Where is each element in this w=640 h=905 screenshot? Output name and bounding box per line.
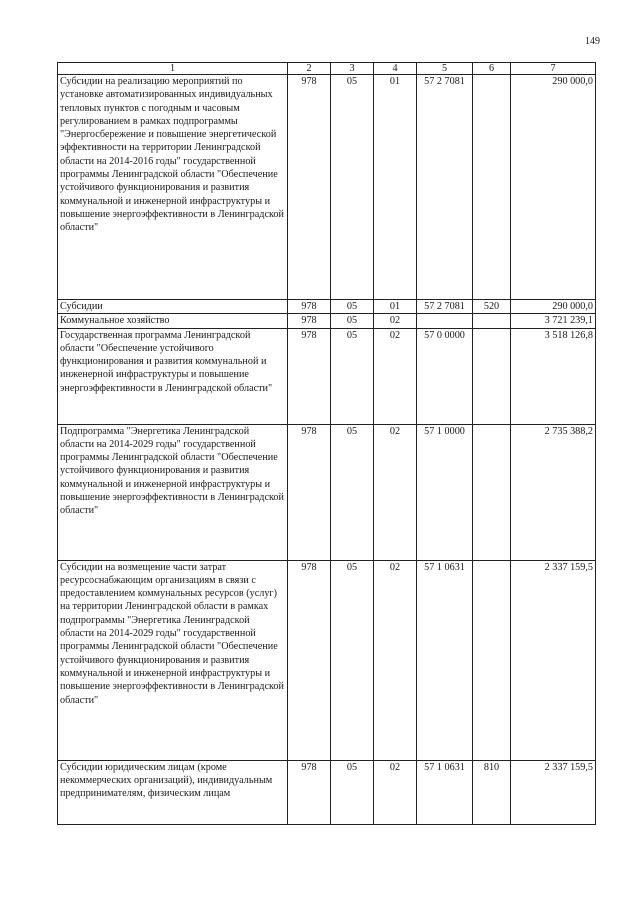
cell-subsection: 01 — [374, 75, 417, 300]
cell-section: 05 — [331, 75, 374, 300]
row-name: Государственная программа Ленинградской области "Обеспечение устойчивого функционирования и развития коммунальной и инженерной инфраструктуры и повышение энергоэффективности в Ленинградской области" — [58, 328, 288, 424]
table-row — [58, 760, 596, 824]
cell-target-article: 57 1 0631 — [417, 560, 473, 760]
cell-ministry: 978 — [288, 300, 331, 314]
cell-section: 05 — [331, 314, 374, 328]
table-row — [58, 560, 596, 760]
cell-amount: 290 000,0 — [511, 300, 596, 314]
cell-ministry: 978 — [288, 560, 331, 760]
row-name: Субсидии юридическим лицам (кроме некоммерческих организаций), индивидуальным предпринимателям, физическим лицам — [58, 760, 288, 824]
cell-section: 05 — [331, 760, 374, 824]
table-row — [58, 75, 596, 300]
cell-expense-type — [473, 314, 511, 328]
cell-amount: 3 518 126,8 — [511, 328, 596, 424]
header-row — [58, 63, 596, 75]
cell-subsection: 02 — [374, 328, 417, 424]
cell-ministry: 978 — [288, 328, 331, 424]
cell-target-article: 57 2 7081 — [417, 75, 473, 300]
cell-section: 05 — [331, 424, 374, 560]
cell-amount: 2 337 159,5 — [511, 760, 596, 824]
table-row — [58, 300, 596, 314]
table-row — [58, 424, 596, 560]
cell-expense-type — [473, 424, 511, 560]
table-row — [58, 328, 596, 424]
cell-expense-type — [473, 560, 511, 760]
cell-target-article: 57 1 0631 — [417, 760, 473, 824]
cell-target-article: 57 1 0000 — [417, 424, 473, 560]
cell-ministry: 978 — [288, 75, 331, 300]
column-header: 7 — [511, 63, 596, 75]
cell-ministry: 978 — [288, 760, 331, 824]
cell-section: 05 — [331, 328, 374, 424]
column-header: 1 — [58, 63, 288, 75]
cell-expense-type: 810 — [473, 760, 511, 824]
cell-subsection: 02 — [374, 560, 417, 760]
cell-target-article: 57 2 7081 — [417, 300, 473, 314]
table-row — [58, 314, 596, 328]
cell-target-article: 57 0 0000 — [417, 328, 473, 424]
cell-expense-type — [473, 75, 511, 300]
cell-ministry: 978 — [288, 314, 331, 328]
cell-amount: 290 000,0 — [511, 75, 596, 300]
row-name: Коммунальное хозяйство — [58, 314, 288, 328]
cell-expense-type: 520 — [473, 300, 511, 314]
row-name: Субсидии — [58, 300, 288, 314]
cell-subsection: 01 — [374, 300, 417, 314]
row-name: Подпрограмма "Энергетика Ленинградской области на 2014-2029 годы" государственной программы Ленинградской области "Обеспечение устойчивого функционирования и развития коммунальной и инженерной инфраструктуры и повышение энергоэффективности в Ленинградской области" — [58, 424, 288, 560]
cell-ministry: 978 — [288, 424, 331, 560]
cell-subsection: 02 — [374, 314, 417, 328]
column-header: 6 — [473, 63, 511, 75]
column-header: 5 — [417, 63, 473, 75]
budget-table — [57, 62, 596, 825]
row-name: Субсидии на реализацию мероприятий по установке автоматизированных индивидуальных тепловых пунктов с погодным и часовым регулированием в рамках подпрограммы "Энергосбережение и повышение энергетической эффективности на территории Ленинградской области на 2014-2016 годы" государственной программы Ленинградской области "Обеспечение устойчивого функционирования и развития коммунальной и инженерной инфраструктуры и повышение энергоэффективности в Ленинградской области" — [58, 75, 288, 300]
cell-section: 05 — [331, 300, 374, 314]
column-header: 2 — [288, 63, 331, 75]
cell-amount: 2 337 159,5 — [511, 560, 596, 760]
cell-subsection: 02 — [374, 760, 417, 824]
cell-section: 05 — [331, 560, 374, 760]
cell-amount: 2 735 388,2 — [511, 424, 596, 560]
cell-target-article — [417, 314, 473, 328]
column-header: 3 — [331, 63, 374, 75]
cell-expense-type — [473, 328, 511, 424]
cell-amount: 3 721 239,1 — [511, 314, 596, 328]
row-name: Субсидии на возмещение части затрат ресурсоснабжающим организациям в связи с предоставлением коммунальных ресурсов (услуг) на территории Ленинградской области в рамках подпрограммы "Энергетика Ленинградской области на 2014-2029 годы" государственной программы Ленинградской области "Обеспечение устойчивого функционирования и развития коммунальной и инженерной инфраструктуры и повышение энергоэффективности в Ленинградской области" — [58, 560, 288, 760]
cell-subsection: 02 — [374, 424, 417, 560]
page-number: 149 — [585, 36, 600, 47]
column-header: 4 — [374, 63, 417, 75]
